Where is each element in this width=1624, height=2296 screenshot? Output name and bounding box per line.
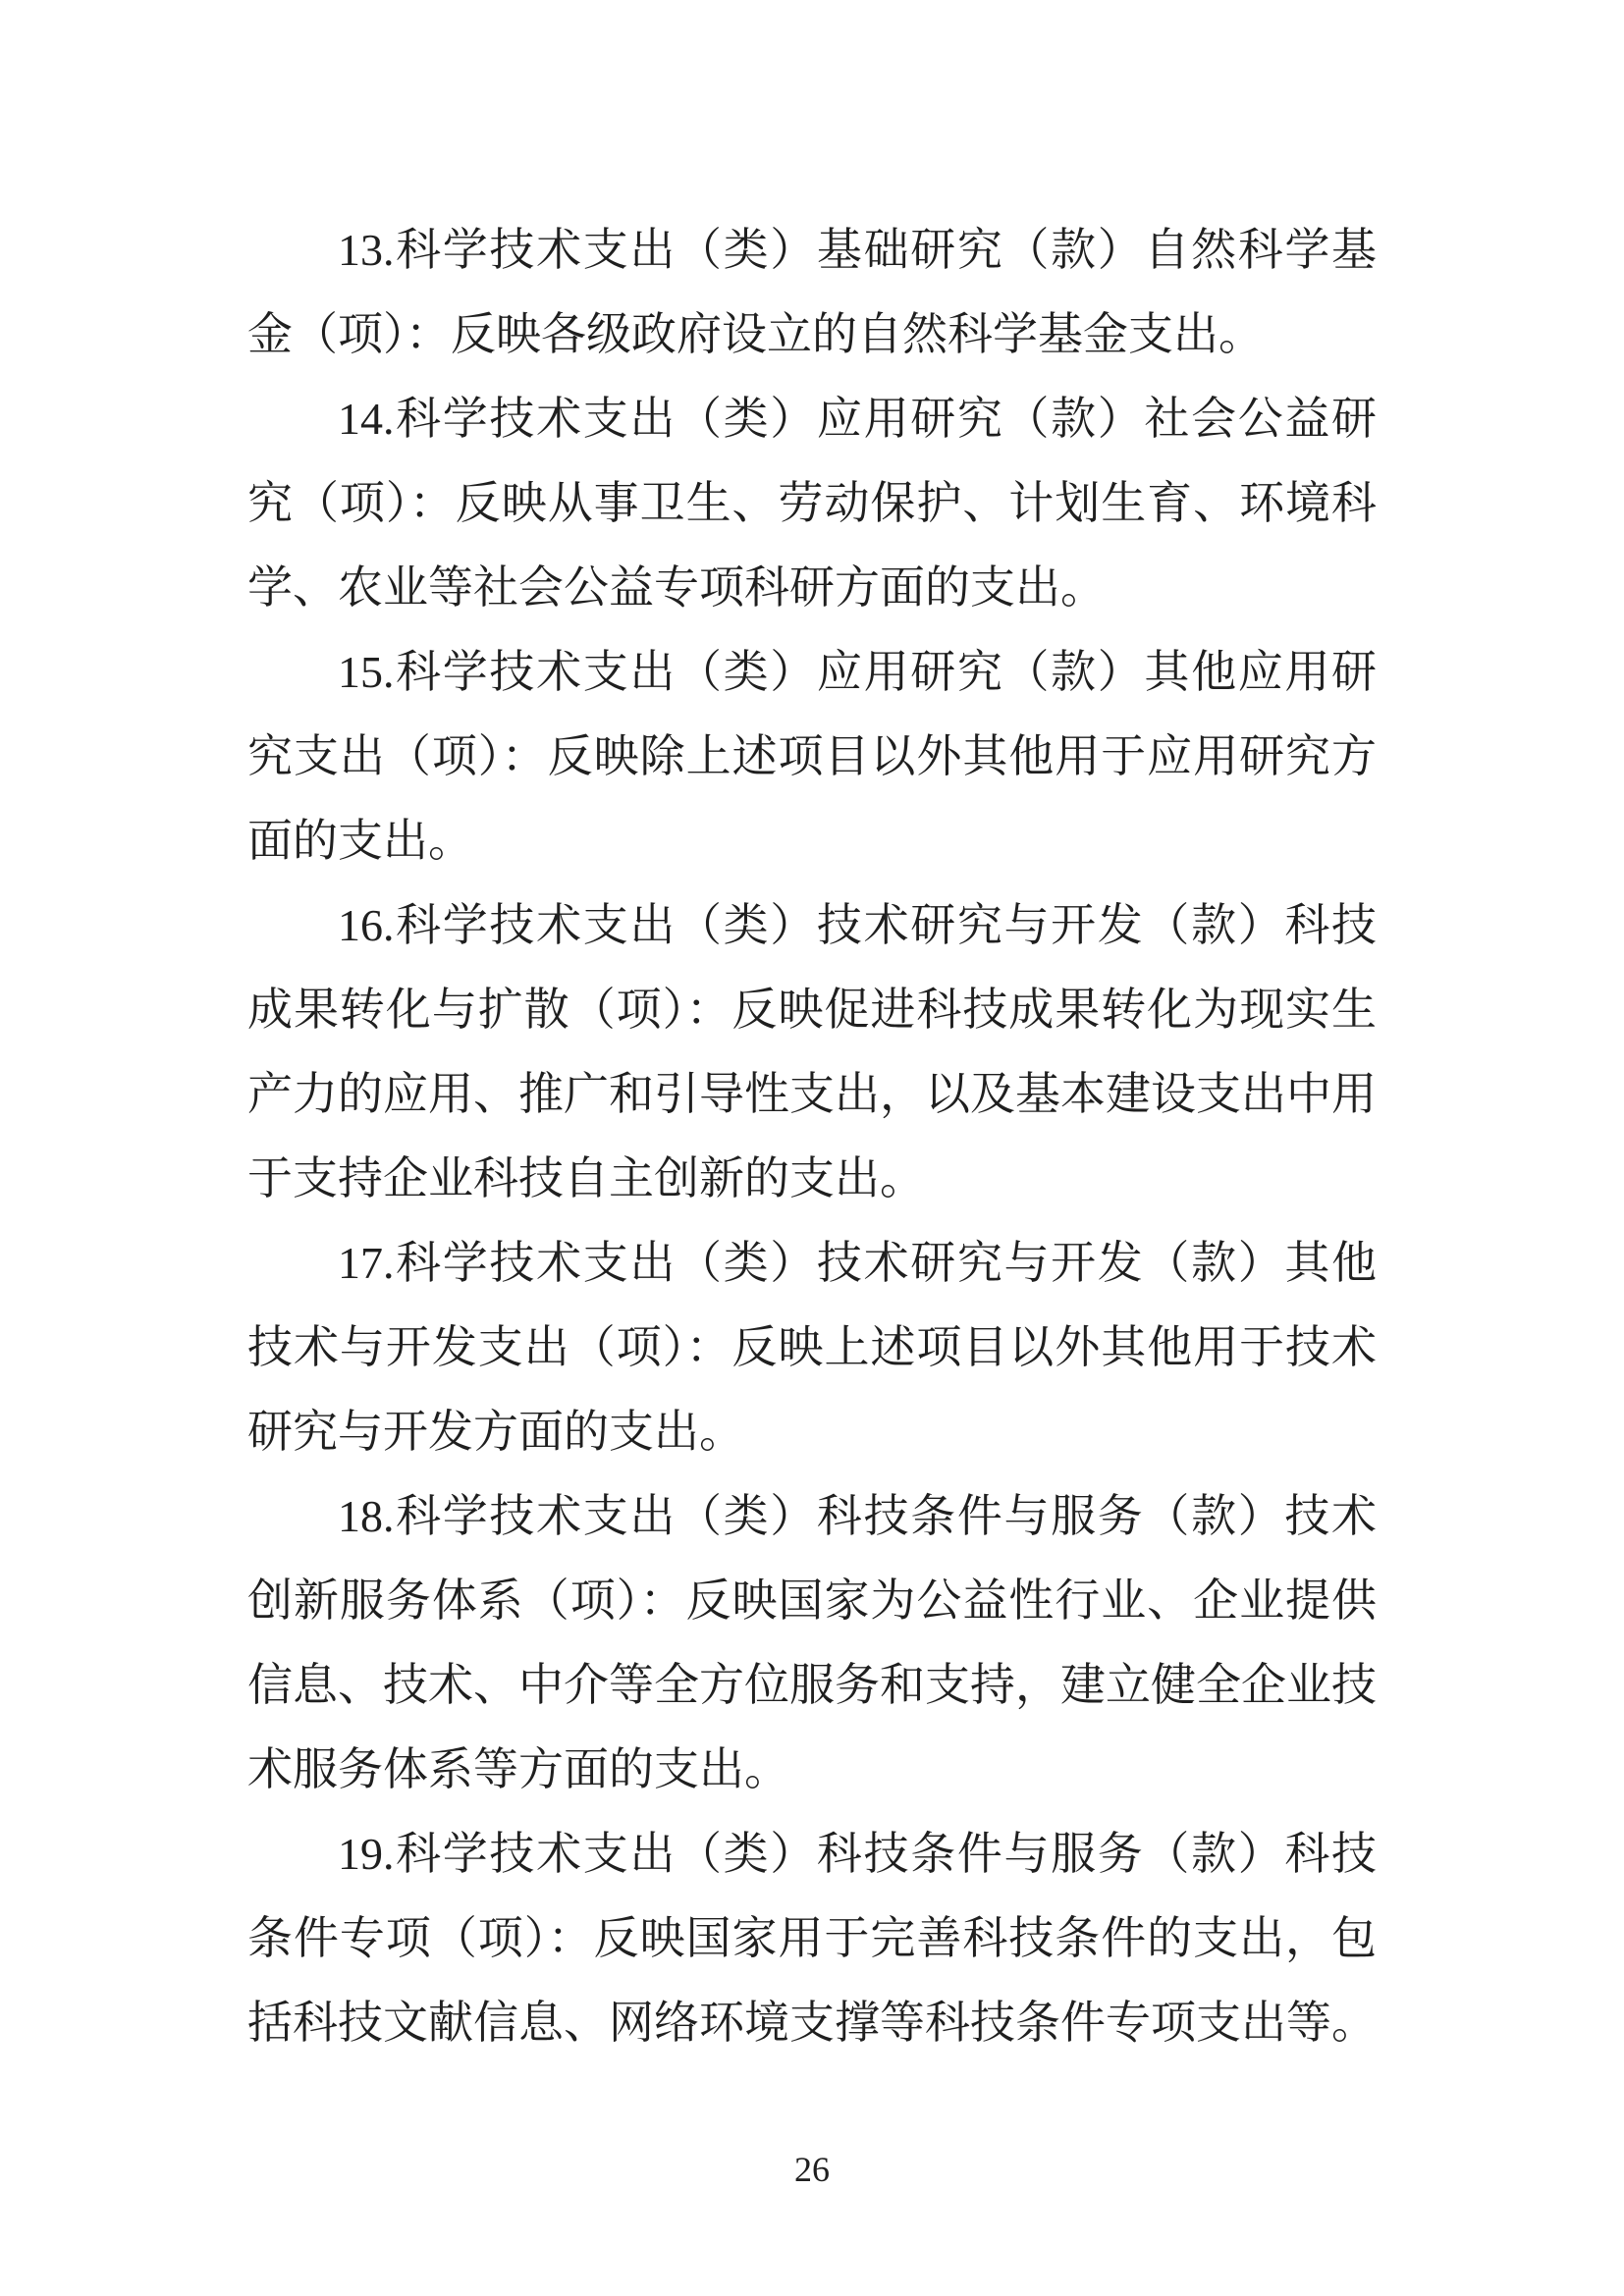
page-number: 26 [794, 2150, 830, 2189]
document-body [247, 208, 1377, 2065]
paragraph-16: 16.科学技术支出（类）技术研究与开发（款）科技成果转化与扩散（项）：反映促进科技成果转化为现实生产力的应用、推广和引导性支出，以及基本建设支出中用于支持企业科技自主创新的支出。 [247, 900, 1377, 1203]
paragraph-17: 17.科学技术支出（类）技术研究与开发（款）其他技术与开发支出（项）：反映上述项目以外其他用于技术研究与开发方面的支出。 [247, 1238, 1377, 1457]
paragraph-19: 19.科学技术支出（类）科技条件与服务（款）科技条件专项（项）：反映国家用于完善科技条件的支出，包括科技文献信息、网络环境支撑等科技条件专项支出等。 [247, 1829, 1377, 2048]
paragraph-18: 18.科学技术支出（类）科技条件与服务（款）技术创新服务体系（项）：反映国家为公益性行业、企业提供信息、技术、中介等全方位服务和支持，建立健全企业技术服务体系等方面的支出。 [247, 1491, 1377, 1794]
paragraph-15: 15.科学技术支出（类）应用研究（款）其他应用研究支出（项）：反映除上述项目以外其他用于应用研究方面的支出。 [247, 647, 1377, 866]
paragraph-14: 14.科学技术支出（类）应用研究（款）社会公益研究（项）：反映从事卫生、劳动保护、计划生育、环境科学、农业等社会公益专项科研方面的支出。 [247, 394, 1377, 613]
paragraph-13: 13.科学技术支出（类）基础研究（款）自然科学基金（项）：反映各级政府设立的自然科学基金支出。 [247, 225, 1377, 359]
